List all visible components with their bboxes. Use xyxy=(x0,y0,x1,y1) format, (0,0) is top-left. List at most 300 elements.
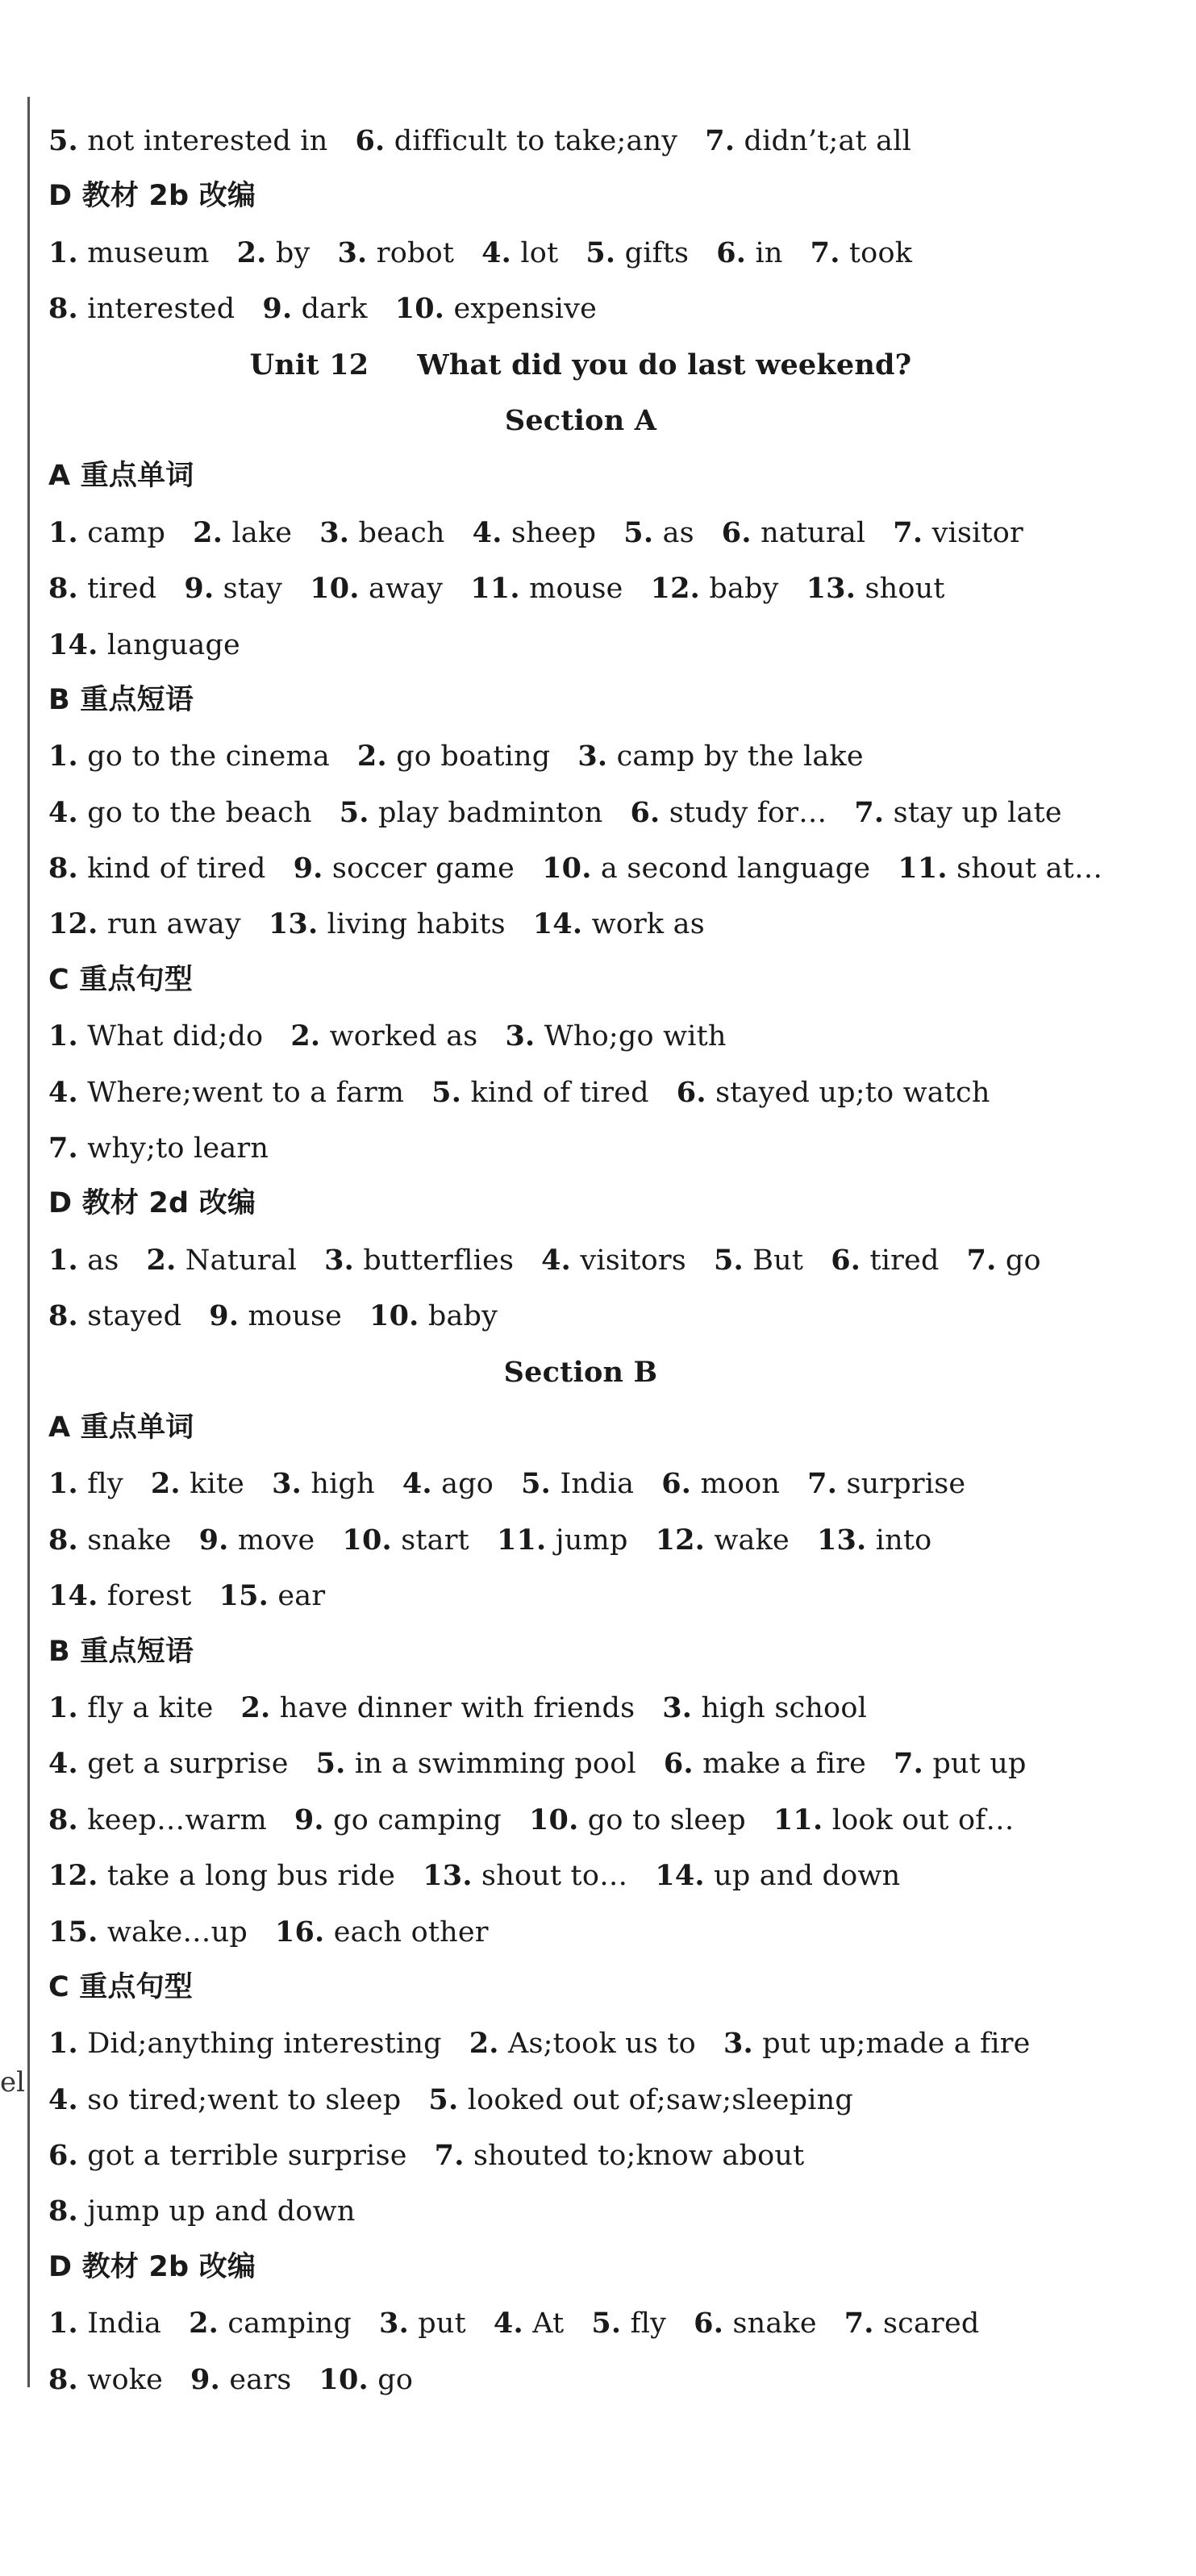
answer-text: baby xyxy=(427,1300,498,1333)
answer-number: 9. xyxy=(190,2362,220,2396)
answer-number: 1. xyxy=(48,1690,78,1724)
answer-number: 6. xyxy=(676,1075,706,1109)
answer-item xyxy=(48,1860,395,1892)
answer-number: 5. xyxy=(428,2082,459,2116)
answer-text: start xyxy=(401,1524,469,1557)
answer-text: snake xyxy=(87,1524,172,1557)
answer-item xyxy=(844,2307,980,2340)
answer-text: stay up late xyxy=(893,796,1062,829)
answer-text: dark xyxy=(301,293,368,326)
answer-item xyxy=(319,517,444,549)
answer-item xyxy=(533,908,705,940)
answer-item xyxy=(705,125,911,157)
answer-number: 9. xyxy=(294,1803,324,1836)
answer-number: 15. xyxy=(219,1579,269,1613)
answer-number: 11. xyxy=(898,852,948,886)
answer-item xyxy=(469,2028,696,2060)
answer-item xyxy=(505,1020,726,1052)
answer-number: 6. xyxy=(716,236,747,269)
answer-item xyxy=(521,1468,634,1500)
answer-text: a second language xyxy=(600,852,871,886)
answer-number: 7. xyxy=(854,795,885,829)
answer-row xyxy=(48,1680,1145,1736)
answer-text: interested xyxy=(87,293,235,326)
answer-item xyxy=(48,1300,181,1332)
answer-number: 4. xyxy=(472,515,502,549)
answer-text: get a surprise xyxy=(87,1748,289,1781)
answer-list xyxy=(48,113,1145,2407)
answer-number: 11. xyxy=(773,1803,823,1836)
answer-text: lot xyxy=(520,236,559,269)
answer-number: 6. xyxy=(721,515,752,549)
answer-text: moon xyxy=(700,1468,781,1501)
answer-text: take a long bus ride xyxy=(106,1860,396,1893)
answer-item xyxy=(241,1692,636,1724)
answer-text: look out of… xyxy=(831,1803,1015,1836)
section-heading: B 重点短语 xyxy=(48,1635,194,1668)
answer-number: 15. xyxy=(48,1915,98,1949)
answer-item xyxy=(48,852,266,885)
answer-number: 9. xyxy=(209,1299,240,1333)
answer-number: 10. xyxy=(310,572,360,606)
answer-text: difficult to take;any xyxy=(394,125,678,157)
answer-number: 1. xyxy=(48,1019,78,1053)
answer-text: go xyxy=(377,2363,414,2396)
answer-item xyxy=(662,1692,867,1724)
answer-item xyxy=(48,293,235,325)
answer-item xyxy=(817,1524,932,1557)
answer-number: 5. xyxy=(339,795,369,829)
answer-item xyxy=(831,1244,939,1277)
answer-item xyxy=(723,2028,1031,2060)
answer-text: forest xyxy=(106,1580,192,1613)
answer-item xyxy=(497,1524,628,1557)
answer-number: 3. xyxy=(379,2307,409,2340)
answer-row xyxy=(48,2128,1145,2183)
answer-number: 10. xyxy=(542,852,592,886)
section-heading: A 重点单词 xyxy=(48,460,194,493)
answer-number: 14. xyxy=(655,1859,705,1893)
section-heading: C 重点句型 xyxy=(48,1970,194,2003)
answer-item xyxy=(577,740,863,773)
answer-item xyxy=(48,125,327,157)
answer-text: living habits xyxy=(327,908,506,941)
answer-number: 6. xyxy=(831,1243,861,1277)
answer-number: 9. xyxy=(184,572,215,606)
answer-text: India xyxy=(87,2307,162,2340)
answer-row xyxy=(48,2295,1145,2351)
answer-item xyxy=(898,852,1102,885)
answer-text: Natural xyxy=(185,1244,298,1277)
answer-item xyxy=(342,1524,469,1557)
answer-text: As;took us to xyxy=(508,2028,696,2061)
answer-item xyxy=(473,517,597,549)
answer-number: 5. xyxy=(431,1075,462,1109)
answer-row xyxy=(48,840,1145,896)
answer-number: 10. xyxy=(394,292,445,326)
answer-number: 5. xyxy=(315,1747,346,1781)
answer-number: 13. xyxy=(423,1859,473,1893)
answer-number: 8. xyxy=(48,1523,78,1557)
section-heading: C 重点句型 xyxy=(48,963,194,996)
answer-number: 13. xyxy=(806,572,856,606)
answer-item xyxy=(722,517,866,549)
answer-text: looked out of;saw;sleeping xyxy=(467,2083,854,2116)
section-title: Section A xyxy=(504,403,657,437)
answer-number: 10. xyxy=(319,2362,369,2396)
answer-text: shouted to;know about xyxy=(473,2140,805,2173)
answer-item xyxy=(357,740,550,773)
answer-text: scared xyxy=(883,2307,980,2340)
answer-number: 4. xyxy=(402,1467,432,1501)
answer-item xyxy=(677,1077,990,1109)
answer-number: 8. xyxy=(48,1299,78,1333)
answer-text: make a fire xyxy=(702,1748,867,1781)
answer-item xyxy=(237,237,310,269)
answer-item xyxy=(967,1244,1041,1277)
answer-number: 6. xyxy=(663,1747,694,1781)
answer-text: shout at… xyxy=(956,852,1103,886)
answer-number: 3. xyxy=(272,1467,302,1501)
answer-text: why;to learn xyxy=(87,1132,269,1165)
answer-number: 9. xyxy=(293,852,323,886)
answer-row xyxy=(48,1232,1145,1288)
answer-item xyxy=(219,1580,326,1612)
answer-item xyxy=(623,517,694,549)
answer-item xyxy=(656,1524,790,1557)
answer-item xyxy=(184,573,282,605)
answer-item xyxy=(661,1468,780,1500)
answer-number: 12. xyxy=(655,1523,706,1557)
answer-text: sheep xyxy=(510,516,597,549)
answer-item xyxy=(209,1300,342,1332)
answer-number: 14. xyxy=(532,907,583,941)
answer-number: 8. xyxy=(48,2362,78,2396)
answer-row xyxy=(48,1512,1145,1568)
answer-text: Did;anything interesting xyxy=(87,2028,442,2061)
answer-item xyxy=(48,2140,407,2172)
answer-text: wake xyxy=(714,1524,790,1557)
answer-number: 12. xyxy=(48,907,98,941)
answer-item xyxy=(48,629,240,661)
answer-item xyxy=(269,908,506,940)
answer-number: 4. xyxy=(48,2082,78,2116)
answer-row xyxy=(48,225,1145,281)
answer-item xyxy=(355,125,677,157)
answer-row xyxy=(48,281,1145,336)
answer-number: 10. xyxy=(528,1803,579,1836)
answer-number: 5. xyxy=(623,515,654,549)
answer-text: play badminton xyxy=(378,796,603,829)
answer-number: 14. xyxy=(48,627,98,661)
answer-number: 2. xyxy=(189,2307,219,2340)
answer-number: 12. xyxy=(650,572,701,606)
answer-row xyxy=(48,617,1145,673)
answer-text: museum xyxy=(87,236,210,269)
answer-number: 7. xyxy=(893,515,923,549)
answer-text: robot xyxy=(376,236,455,269)
answer-number: 16. xyxy=(274,1915,325,1949)
answer-number: 7. xyxy=(807,1467,838,1501)
answer-item xyxy=(310,573,443,605)
answer-text: have dinner with friends xyxy=(279,1691,636,1724)
answer-text: into xyxy=(875,1524,932,1557)
answer-number: 6. xyxy=(355,124,385,157)
answer-number: 14. xyxy=(48,1579,98,1613)
answer-number: 4. xyxy=(541,1243,572,1277)
answer-number: 6. xyxy=(48,2139,78,2173)
answer-item xyxy=(542,852,870,885)
answer-number: 7. xyxy=(894,1747,923,1781)
answer-text: soccer game xyxy=(331,852,515,886)
answer-item xyxy=(48,1580,192,1612)
answer-number: 2. xyxy=(236,236,267,269)
answer-number: 3. xyxy=(577,740,608,773)
answer-item xyxy=(402,1468,494,1500)
answer-number: 10. xyxy=(342,1523,392,1557)
answer-number: 4. xyxy=(48,795,78,829)
answer-text: Where;went to a farm xyxy=(87,1076,405,1109)
answer-text: ago xyxy=(441,1468,494,1501)
answer-item xyxy=(190,2364,291,2396)
answer-number: 1. xyxy=(48,236,78,269)
answer-row xyxy=(48,2352,1145,2407)
answer-text: camp by the lake xyxy=(616,740,864,773)
answer-text: ears xyxy=(229,2363,292,2396)
answer-row xyxy=(48,2072,1145,2128)
answer-row xyxy=(48,896,1145,952)
answer-number: 6. xyxy=(661,1467,692,1501)
answer-row xyxy=(48,1008,1145,1064)
answer-item xyxy=(48,1804,267,1836)
answer-item xyxy=(48,1468,123,1500)
answer-text: expensive xyxy=(453,293,598,326)
answer-number: 2. xyxy=(356,740,387,773)
answer-number: 3. xyxy=(319,515,350,549)
answer-number: 2. xyxy=(469,2027,499,2061)
answer-number: 2. xyxy=(240,1690,271,1724)
answer-item xyxy=(294,852,515,885)
answer-text: mouse xyxy=(529,573,623,606)
answer-text: jump up and down xyxy=(87,2195,356,2228)
answer-text: camp xyxy=(87,516,166,549)
answer-text: language xyxy=(106,628,240,661)
answer-number: 12. xyxy=(48,1859,98,1893)
answer-number: 8. xyxy=(48,852,78,886)
answer-number: 3. xyxy=(723,2027,753,2061)
answer-number: 9. xyxy=(198,1523,229,1557)
answer-text: visitor xyxy=(931,516,1023,549)
answer-number: 3. xyxy=(662,1690,693,1724)
answer-text: jump xyxy=(555,1524,628,1557)
answer-item xyxy=(48,237,210,269)
answer-item xyxy=(807,1468,965,1500)
margin-mark: el xyxy=(0,2066,25,2099)
answer-row xyxy=(48,728,1145,784)
answer-item xyxy=(151,1468,244,1500)
answer-text: worked as xyxy=(329,1020,478,1053)
answer-number: 4. xyxy=(48,1747,78,1781)
answer-number: 5. xyxy=(585,236,616,269)
answer-text: go boating xyxy=(396,740,551,773)
answer-item xyxy=(431,1077,649,1109)
answer-row xyxy=(48,1065,1145,1120)
answer-item xyxy=(655,1860,900,1892)
answer-number: 2. xyxy=(193,515,223,549)
answer-text: work as xyxy=(591,908,705,941)
answer-number: 11. xyxy=(496,1523,547,1557)
answer-text: keep…warm xyxy=(87,1803,267,1836)
answer-item xyxy=(262,293,367,325)
answer-text: What did;do xyxy=(87,1020,264,1053)
answer-text: At xyxy=(532,2307,565,2340)
unit-title-part: What did you do last weekend? xyxy=(417,348,912,381)
answer-number: 9. xyxy=(262,292,293,326)
answer-row xyxy=(48,1848,1145,1903)
answer-item xyxy=(147,1244,298,1277)
answer-number: 4. xyxy=(481,236,512,269)
answer-number: 8. xyxy=(48,572,78,606)
answer-text: shout to… xyxy=(481,1860,628,1893)
answer-item xyxy=(435,2140,805,2172)
answer-text: Who;go with xyxy=(544,1020,727,1053)
answer-text: gifts xyxy=(624,236,690,269)
answer-text: study for… xyxy=(669,796,827,829)
answer-number: 1. xyxy=(48,2307,78,2340)
answer-item xyxy=(811,237,913,269)
answer-item xyxy=(48,2307,161,2340)
answer-row xyxy=(48,1904,1145,1960)
answer-item xyxy=(541,1244,686,1277)
answer-number: 1. xyxy=(48,515,78,549)
answer-number: 5. xyxy=(48,124,78,157)
answer-number: 1. xyxy=(48,2027,78,2061)
answer-text: tired xyxy=(869,1244,940,1277)
answer-item xyxy=(319,2364,413,2396)
answer-text: mouse xyxy=(248,1300,343,1333)
answer-item xyxy=(585,237,689,269)
answer-item xyxy=(275,1916,489,1949)
answer-item xyxy=(48,1748,289,1780)
answer-item xyxy=(714,1244,803,1277)
answer-item xyxy=(470,573,623,605)
answer-text: beach xyxy=(358,516,445,549)
answer-item xyxy=(316,1748,636,1780)
answer-item xyxy=(199,1524,315,1557)
answer-item xyxy=(893,517,1023,549)
answer-text: go to the beach xyxy=(87,796,312,829)
answer-row xyxy=(48,561,1145,616)
answer-item xyxy=(494,2307,564,2340)
answer-item xyxy=(854,797,1061,829)
answer-text: fly xyxy=(87,1468,123,1501)
section-title: Section B xyxy=(503,1355,658,1389)
answer-item xyxy=(272,1468,375,1500)
answer-item xyxy=(290,1020,477,1052)
answer-item xyxy=(369,1300,498,1332)
answer-text: so tired;went to sleep xyxy=(87,2083,402,2116)
answer-text: kind of tired xyxy=(87,852,266,886)
answer-number: 1. xyxy=(48,1467,78,1501)
answer-text: tired xyxy=(87,573,157,606)
answer-item xyxy=(337,237,454,269)
answer-number: 8. xyxy=(48,292,78,326)
answer-text: each other xyxy=(333,1915,489,1949)
answer-number: 2. xyxy=(290,1019,321,1053)
answer-number: 4. xyxy=(48,1075,78,1109)
answer-text: baby xyxy=(709,573,779,606)
answer-text: kind of tired xyxy=(470,1076,649,1109)
answer-number: 7. xyxy=(844,2307,874,2340)
answer-text: stayed up;to watch xyxy=(715,1076,990,1109)
answer-text: surprise xyxy=(846,1468,966,1501)
answer-text: stayed xyxy=(87,1300,182,1333)
answer-text: in xyxy=(755,236,783,269)
answer-number: 4. xyxy=(493,2307,523,2340)
answer-number: 2. xyxy=(146,1243,177,1277)
answer-item xyxy=(48,1132,269,1165)
answer-text: ear xyxy=(277,1580,326,1613)
answer-item xyxy=(294,1804,502,1836)
answer-text: by xyxy=(275,236,310,269)
answer-text: as xyxy=(662,516,694,549)
answer-item xyxy=(340,797,603,829)
answer-text: wake…up xyxy=(106,1915,248,1949)
answer-text: took xyxy=(848,236,913,269)
answer-item xyxy=(193,517,292,549)
answer-number: 11. xyxy=(470,572,520,606)
answer-number: 5. xyxy=(713,1243,744,1277)
answer-number: 13. xyxy=(268,907,319,941)
section-heading: B 重点短语 xyxy=(48,683,194,716)
answer-text: not interested in xyxy=(87,125,328,157)
section-heading: D 教材 2d 改编 xyxy=(48,1187,256,1220)
answer-text: butterflies xyxy=(363,1244,515,1277)
answer-number: 7. xyxy=(705,124,736,157)
answer-item xyxy=(48,1244,119,1277)
answer-item xyxy=(773,1804,1015,1836)
answer-number: 8. xyxy=(48,1803,78,1836)
answer-row xyxy=(48,1120,1145,1176)
answer-text: run away xyxy=(106,908,241,941)
answer-item xyxy=(48,517,165,549)
answer-text: snake xyxy=(732,2307,817,2340)
answer-text: as xyxy=(87,1244,119,1277)
answer-number: 5. xyxy=(521,1467,552,1501)
answer-row xyxy=(48,1288,1145,1344)
answer-row xyxy=(48,1456,1145,1511)
answer-number: 3. xyxy=(505,1019,535,1053)
answer-text: got a terrible surprise xyxy=(87,2140,407,2173)
answer-item xyxy=(651,573,779,605)
answer-item xyxy=(423,1860,627,1892)
answer-item xyxy=(428,2084,853,2116)
answer-item xyxy=(48,2084,401,2116)
answer-item xyxy=(48,797,312,829)
answer-number: 10. xyxy=(369,1299,419,1333)
answer-text: camping xyxy=(227,2307,352,2340)
answer-text: go camping xyxy=(333,1803,502,1836)
answer-text: go to sleep xyxy=(587,1803,746,1836)
answer-item xyxy=(48,1077,404,1109)
unit-title xyxy=(48,337,1145,393)
answer-row xyxy=(48,505,1145,561)
answer-text: put xyxy=(418,2307,466,2340)
answer-number: 2. xyxy=(150,1467,181,1501)
answer-item xyxy=(630,797,827,829)
answer-item xyxy=(48,1916,248,1949)
answer-text: put up;made a fire xyxy=(762,2028,1031,2061)
